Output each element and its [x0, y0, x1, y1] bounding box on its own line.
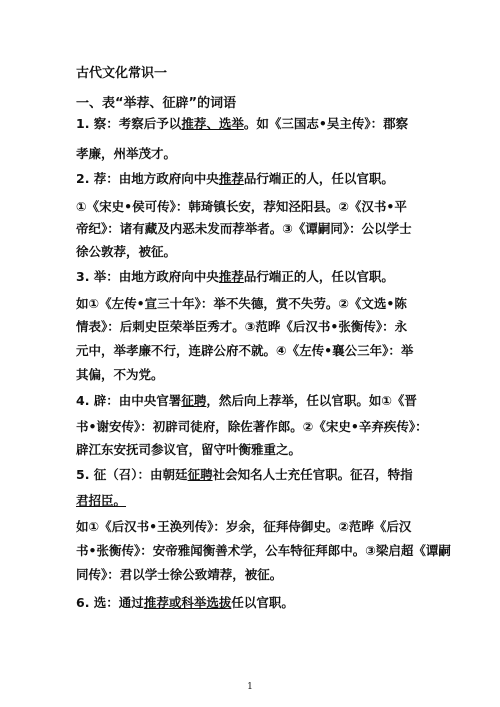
page-number: 1 [247, 682, 253, 692]
text-line: 书•谢安传》：初辟司徒府，除佐著作郎。②《宋史•辛弃疾传》： [76, 419, 428, 434]
text-line: 如①《左传•宣三十年》：举不失德，赏不失劳。②《文选•陈 [76, 296, 407, 311]
section-heading: 一、表“举荐、征辟”的词语 [76, 96, 237, 111]
text-line: 6. 选：通过推荐或科举选拔任以官职。 [76, 595, 294, 610]
text-line: 书•张衡传》：安帝雅闻衡善术学，公车特征拜郎中。③梁启超《谭嗣 [76, 543, 451, 558]
text-line: 君招臣。 [76, 493, 127, 508]
text-line: 孝廉，州举茂才。 [76, 146, 177, 161]
text-line: 其偏，不为党。 [76, 367, 164, 382]
text-line: 3. 举：由地方政府向中央推荐品行端正的人，任以官职。 [76, 269, 394, 284]
text-line: 情表》：后刺史臣荣举臣秀才。③范晔《后汉书•张衡传》：永 [76, 319, 408, 334]
text-line: 帝纪》：诸有藏及内恶未发而荐举者。③《谭嗣同》：公以学士 [76, 221, 412, 236]
text-line: 4. 辟：由中央官署征聘，然后向上荐举，任以官职。如①《晋 [76, 393, 417, 408]
text-line: 辟江东安抚司参议官，留守叶衡雅重之。 [76, 442, 302, 457]
text-line: 徐公敦荐，被征。 [76, 244, 177, 259]
text-line: 同传》：君以学士徐公致靖荐，被征。 [76, 567, 283, 582]
text-line: 如①《后汉书•王涣列传》：岁余，征拜侍御史。②范晔《后汉 [76, 519, 412, 534]
text-line: 1. 察：考察后予以推荐、选举。如《三国志•吴主传》：郡察 [76, 116, 409, 131]
doc-title: 古代文化常识一 [76, 66, 168, 81]
text-line: 5. 征（召）：由朝廷征聘社会知名人士充任官职。征召，特指 [76, 467, 413, 482]
text-line: ①《宋史•侯可传》：韩琦镇长安，荐知泾阳县。②《汉书•平 [76, 199, 407, 214]
text-line: 元中，举孝廉不行，连辟公府不就。④《左传•襄公三年》：举 [76, 343, 414, 358]
text-line: 2. 荐：由地方政府向中央推荐品行端正的人，任以官职。 [76, 171, 394, 186]
